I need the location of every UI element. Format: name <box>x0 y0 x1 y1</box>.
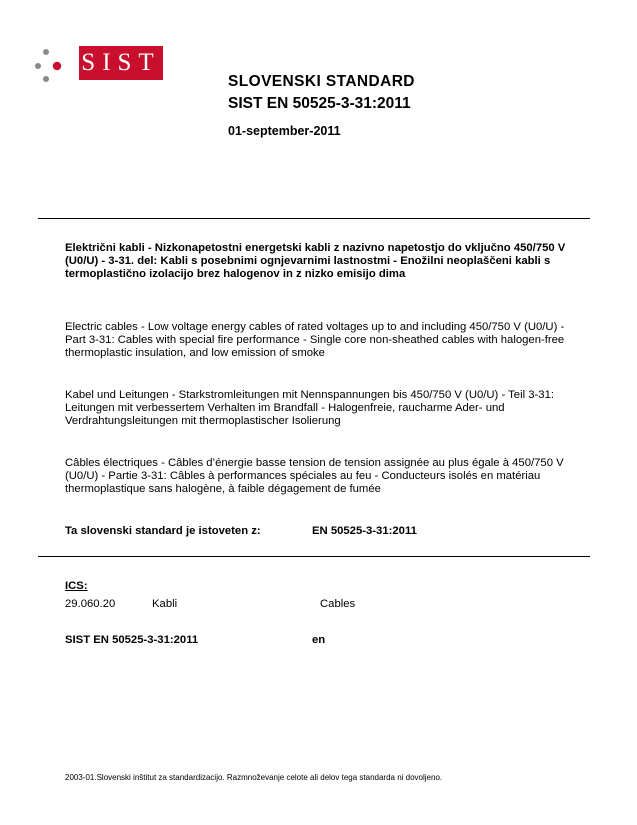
standard-code: SIST EN 50525-3-31:2011 <box>228 95 411 112</box>
title-french: Câbles électriques - Câbles d’énergie basse tension de tension assignée au plus égale à 450/750 V (U0/U) - Partie 3-31: Câbles à performances spéciales au feu - Conducteurs isolés en matériau thermoplastique sans halogène, à faible dégagement de fumée <box>65 457 564 495</box>
document-language: en <box>312 634 326 646</box>
copyright-footer: 2003-01.Slovenski inštitut za standardizacijo. Razmnoževanje celote ali delov tega standarda ni dovoljeno. <box>65 773 443 782</box>
ics-description-sl: Kabli <box>152 598 178 610</box>
ics-code: 29.060.20 <box>65 598 116 610</box>
publication-date: 01-september-2011 <box>228 124 341 138</box>
ics-description-en: Cables <box>320 598 356 610</box>
equivalence-label: Ta slovenski standard je istoveten z: <box>65 525 261 537</box>
sist-logo-dots-icon <box>33 46 73 86</box>
bottom-divider <box>38 556 590 557</box>
top-divider <box>38 218 590 219</box>
ics-label: ICS: <box>65 580 88 592</box>
title-german: Kabel und Leitungen - Starkstromleitungen mit Nennspannungen bis 450/750 V (U0/U) - Teil 3-31: Leitungen mit verbessertem Verhalten im Brandfall - Halogenfreie, raucharme Ader- und Verdrahtungsleitungen mit thermoplastischer Isolierung <box>65 389 554 427</box>
standard-type-title: SLOVENSKI STANDARD <box>228 73 415 90</box>
equivalence-value: EN 50525-3-31:2011 <box>312 525 417 537</box>
title-slovenian: Električni kabli - Nizkonapetostni energetski kabli z nazivno napetostjo do vključno 450/750 V (U0/U) - 3-31. del: Kabli s posebnimi ognjevarnimi lastnostmi - Enožilni neoplaščeni kabli s termoplastično izolacijo brez halogenov in z nizko emisijo dima <box>65 242 566 280</box>
title-english: Electric cables - Low voltage energy cables of rated voltages up to and including 450/750 V (U0/U) - Part 3-31: Cables with special fire performance - Single core non-sheathed cables with halogen-free thermoplastic insulation, and low emission of smoke <box>65 321 565 359</box>
document-code: SIST EN 50525-3-31:2011 <box>65 634 199 646</box>
sist-logo: SIST <box>79 46 163 80</box>
